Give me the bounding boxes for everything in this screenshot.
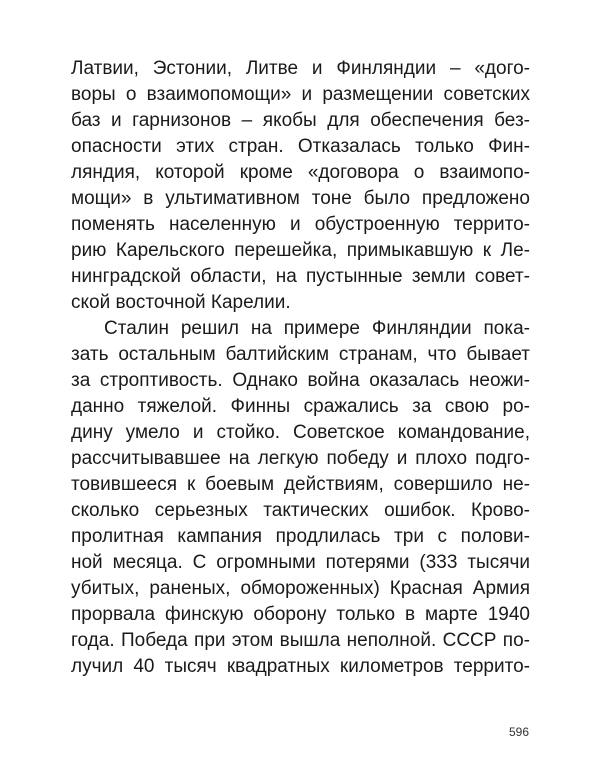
text-line: убитых, раненых, обмороженных) Красная Армия — [71, 578, 530, 599]
text-line: рию Карельского перешейка, примыкавшую к Ле- — [71, 240, 530, 261]
text-line: воры о взаимопомощи» и размещении советских — [71, 84, 530, 105]
text-line: баз и гарнизонов – якобы для обеспечения без- — [71, 110, 530, 131]
text-line: сколько серьезных тактических ошибок. Крово- — [71, 500, 530, 521]
text-line: товившееся к боевым действиям, совершило не- — [71, 474, 530, 495]
text-line: дину умело и стойко. Советское командование, — [71, 422, 530, 443]
text-line: года. Победа при этом вышла неполной. СССР по- — [71, 630, 530, 651]
text-line: поменять населенную и обустроенную террито- — [71, 214, 530, 235]
text-line: ской восточной Карелии. — [71, 292, 291, 313]
text-line: мощи» в ультимативном тоне было предложено — [71, 188, 530, 209]
text-line: нинградской области, на пустынные земли совет- — [71, 266, 530, 287]
text-line: опасности этих стран. Отказалась только Фин- — [71, 136, 530, 157]
text-line: ной месяца. С огромными потерями (333 тысячи — [71, 552, 530, 573]
text-line: Латвии, Эстонии, Литве и Финляндии – «дого- — [71, 58, 530, 79]
text-line: лучил 40 тысяч квадратных километров террито- — [71, 656, 530, 677]
text-line: за строптивость. Однако война оказалась неожи- — [71, 370, 530, 391]
paragraph-first-line: Сталин решил на примере Финляндии пока- — [104, 318, 530, 339]
text-line: прорвала финскую оборону только в марте 1940 — [71, 604, 530, 625]
page-number: 596 — [508, 725, 529, 739]
text-line: данно тяжелой. Финны сражались за свою ро- — [71, 396, 530, 417]
text-line: пролитная кампания продлилась три с полови- — [71, 526, 530, 547]
text-line: зать остальным балтийским странам, что бывает — [71, 344, 530, 365]
text-line: рассчитывавшее на легкую победу и плохо подго- — [71, 448, 530, 469]
text-line: ляндия, которой кроме «договора о взаимопо- — [71, 162, 530, 183]
